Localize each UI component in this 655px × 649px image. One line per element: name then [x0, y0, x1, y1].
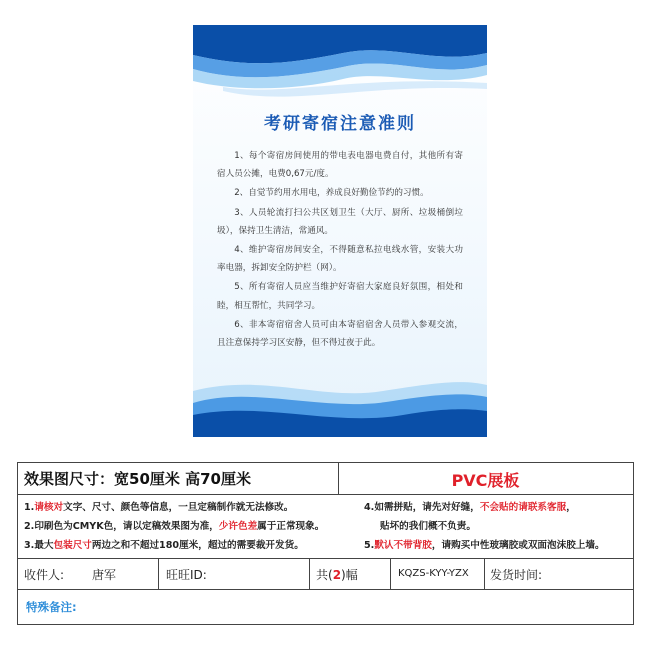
rule-item: 4、维护寄宿房间安全，不得随意私拉电线水管，安装大功率电器，拆卸安全防护栏（网）。 [217, 245, 463, 274]
size-row [18, 463, 633, 495]
material-label: PVC展板 [451, 471, 520, 490]
receiver-label: 收件人: [24, 568, 65, 582]
divider [484, 558, 485, 589]
notes-row [18, 494, 633, 559]
ship-time-label: 发货时间: [490, 568, 543, 582]
order-form [17, 462, 634, 625]
rule-item: 3、人员轮流打扫公共区划卫生（大厅、厨所、垃圾桶倒垃圾），保持卫生清洁，常通风。 [217, 207, 463, 236]
rule-item: 5、所有寄宿人员应当维护好寄宿大家庭良好氛围，相处和睦，相互帮忙，共同学习。 [217, 282, 463, 311]
count-field: 共(2)幅 [316, 568, 358, 582]
remark-label: 特殊备注: [26, 600, 77, 614]
note-5: 5.默认不带背胶，请购买中性玻璃胶或双面泡沫胶上墙。 [364, 540, 605, 551]
receiver-name: 唐军 [92, 568, 117, 582]
note-2: 2.印刷色为CMYK色，请以定稿效果图为准，少许色差属于正常现象。 [24, 521, 325, 532]
note-1: 1.请核对文字、尺寸、颜色等信息，一旦定稿制作就无法修改。 [24, 502, 294, 513]
divider [158, 558, 159, 589]
rule-item: 6、非本寄宿宿舍人员可由本寄宿宿舍人员带入参观交流，且注意保持学习区安静，但不得过夜于此。 [217, 319, 463, 349]
bottom-wave-decoration [193, 371, 487, 437]
poster-title: 考研寄宿注意准则 [264, 114, 416, 134]
note-3: 3.最大包装尺寸两边之和不超过180厘米，超过的需要裁开发货。 [24, 540, 304, 551]
note-4-cont: 贴坏的我们概不负责。 [380, 521, 476, 532]
size-label: 效果图尺寸：宽50厘米 高70厘米 [24, 470, 251, 488]
wangwang-label: 旺旺ID: [166, 568, 207, 582]
rule-item: 2、自觉节约用水用电，养成良好勤俭节约的习惯。 [234, 188, 429, 199]
poster [193, 25, 487, 437]
divider [309, 558, 310, 589]
rule-item: 1、每个寄宿房间使用的带电表电器电费自付，其他所有寄宿人员公摊，电费0,67元/度。 [217, 151, 463, 180]
divider [390, 558, 391, 589]
top-wave-decoration [193, 25, 487, 117]
note-4: 4.如需拼贴，请先对好缝，不会贴的请联系客服， [364, 502, 576, 513]
remark-row [18, 589, 633, 625]
rules-list [217, 147, 463, 353]
product-code: KQZS-KYY-YZX [398, 568, 469, 579]
info-row [18, 558, 633, 590]
